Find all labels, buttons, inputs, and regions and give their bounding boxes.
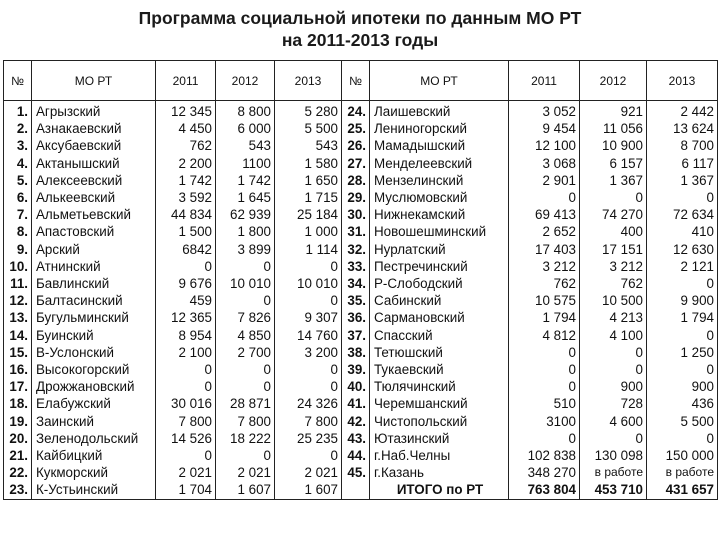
left-num-cell: 4. <box>16 155 28 171</box>
left-y2013-cell: 0 <box>330 258 338 274</box>
left-y2012-cell: 1 800 <box>237 224 271 240</box>
left-y2013-cell: 25 235 <box>297 430 338 446</box>
right-name-cell: Р-Слободский <box>374 276 463 292</box>
left-num-cell: 8. <box>16 224 28 240</box>
right-y2013-cell: 150 000 <box>665 448 714 464</box>
right-y2013-cell: 6 117 <box>681 155 714 171</box>
left-name-column <box>32 101 156 500</box>
left-num-cell: 13. <box>9 310 28 326</box>
header-2012-right: 2012 <box>580 61 647 101</box>
left-name-cell: К-Устьинский <box>36 482 119 498</box>
left-name-cell: Кукморский <box>36 465 108 481</box>
left-num-cell: 17. <box>9 379 28 395</box>
right-y2012-cell: 6 157 <box>609 155 643 171</box>
left-name-cell: Атнинский <box>36 258 101 274</box>
right-y2011-cell: 9 454 <box>542 121 576 137</box>
header-2011-right: 2011 <box>509 61 580 101</box>
left-num-cell: 19. <box>9 413 28 429</box>
left-name-cell: Дрожжановский <box>36 379 135 395</box>
left-y2011-cell: 0 <box>204 379 212 395</box>
left-y2013-cell: 25 184 <box>297 207 338 223</box>
right-y2011-cell: 1 794 <box>542 310 576 326</box>
right-y2012-cell: 1 367 <box>609 172 643 188</box>
right-name-cell: Тукаевский <box>374 362 444 378</box>
left-name-cell: Апастовский <box>36 224 115 240</box>
left-y2013-cell: 9 307 <box>304 310 338 326</box>
left-y2011-cell: 7 800 <box>178 413 212 429</box>
left-num-cell: 21. <box>9 448 28 464</box>
title-line-2: на 2011-2013 годы <box>281 30 439 50</box>
right-y2013-cell: в работе <box>665 465 714 480</box>
right-num-cell: 36. <box>347 310 366 326</box>
right-y2012-cell: 3 212 <box>609 258 643 274</box>
right-num-cell: 28. <box>347 172 366 188</box>
header-row <box>4 61 718 101</box>
body-row <box>4 101 718 500</box>
right-y2013-cell: 0 <box>706 327 714 343</box>
left-name-cell: Алексеевский <box>36 172 123 188</box>
left-name-cell: Актанышский <box>36 155 120 171</box>
right-num-cell: 29. <box>347 190 366 206</box>
left-num-cell: 2. <box>16 121 28 137</box>
left-y2013-cell: 1 000 <box>304 224 338 240</box>
left-name-cell: Агрызский <box>36 104 101 119</box>
left-y2011-cell: 2 021 <box>178 465 212 481</box>
left-y2012-cell: 0 <box>263 362 271 378</box>
left-y2011-cell: 12 345 <box>171 104 212 119</box>
left-name-cell: Аксубаевский <box>36 138 122 154</box>
left-num-cell: 10. <box>9 258 28 274</box>
left-y2011-cell: 44 834 <box>171 207 212 223</box>
left-y2011-cell: 12 365 <box>171 310 212 326</box>
right-y2011-cell: 3 212 <box>542 258 576 274</box>
right-num-cell: 25. <box>347 121 366 137</box>
header-num-right: № <box>342 61 370 101</box>
right-name-cell: Чистопольский <box>374 413 468 429</box>
right-y2012-cell: 921 <box>620 104 643 119</box>
header-2011-left: 2011 <box>156 61 216 101</box>
right-y2011-cell: 4 812 <box>542 327 576 343</box>
page-title <box>0 7 720 51</box>
left-name-cell: Арский <box>36 241 80 257</box>
right-y2012-cell: 900 <box>620 379 643 395</box>
left-y2011-cell: 762 <box>189 138 212 154</box>
left-y2012-cell: 4 850 <box>237 327 271 343</box>
left-name-cell: В-Услонский <box>36 344 115 360</box>
right-name-cell: Мамадышский <box>374 138 466 154</box>
right-y2013-cell: 410 <box>691 224 714 240</box>
left-y2013-cell: 0 <box>330 293 338 309</box>
right-y2013-cell: 0 <box>706 190 714 206</box>
left-y2012-cell: 3 899 <box>237 241 271 257</box>
right-y2012-cell: 0 <box>635 344 643 360</box>
left-name-cell: Кайбицкий <box>36 448 103 464</box>
left-y2012-cell: 1100 <box>242 155 271 171</box>
total-2012: 453 710 <box>594 482 643 498</box>
right-num-cell: 32. <box>347 241 366 257</box>
right-name-cell: Сармановский <box>374 310 465 326</box>
right-name-cell: Муслюмовский <box>374 190 468 206</box>
right-num-cell: 34. <box>347 276 366 292</box>
right-y2011-cell: 3 068 <box>542 155 576 171</box>
right-name-cell: Лаишевский <box>374 104 451 119</box>
left-num-cell: 16. <box>9 362 28 378</box>
right-y2013-cell: 9 900 <box>680 293 714 309</box>
left-y2013-cell: 5 280 <box>304 104 338 119</box>
left-y2011-cell: 14 526 <box>171 430 212 446</box>
left-y2011-cell: 4 450 <box>178 121 212 137</box>
left-num-cell: 9. <box>16 241 28 257</box>
right-name-cell: г.Казань <box>374 465 425 481</box>
left-y2012-cell: 543 <box>248 138 271 154</box>
left-y2013-cell: 2 021 <box>304 465 338 481</box>
right-num-cell: 45. <box>347 465 366 481</box>
right-y2011-cell: 2 901 <box>542 172 576 188</box>
right-y2013-cell: 0 <box>706 276 714 292</box>
header-mo-right: МО РТ <box>370 61 509 101</box>
right-y2013-cell: 1 794 <box>680 310 714 326</box>
right-num-cell: 44. <box>347 448 366 464</box>
right-2011-column <box>509 101 580 500</box>
left-y2011-cell: 2 200 <box>178 155 212 171</box>
right-name-cell: Лениногорский <box>374 121 467 137</box>
right-num-cell: 27. <box>347 155 366 171</box>
right-y2013-cell: 436 <box>691 396 714 412</box>
left-y2013-cell: 1 580 <box>304 155 338 171</box>
left-num-cell: 6. <box>16 190 28 206</box>
left-y2011-cell: 8 954 <box>178 327 212 343</box>
left-name-cell: Азнакаевский <box>36 121 122 137</box>
left-y2013-cell: 0 <box>330 362 338 378</box>
left-num-cell: 12. <box>9 293 28 309</box>
right-y2011-cell: 10 575 <box>535 293 576 309</box>
left-y2012-cell: 2 021 <box>237 465 271 481</box>
left-y2012-cell: 7 826 <box>237 310 271 326</box>
right-num-cell: 38. <box>347 344 366 360</box>
left-name-cell: Буинский <box>36 327 94 343</box>
left-num-cell: 1. <box>16 104 28 119</box>
right-name-column <box>370 101 509 500</box>
right-y2012-cell: 11 056 <box>603 121 643 137</box>
left-y2013-cell: 1 715 <box>304 190 338 206</box>
left-num-cell: 20. <box>9 430 28 446</box>
left-num-cell: 3. <box>16 138 28 154</box>
right-name-cell: Тюлячинский <box>374 379 456 395</box>
right-y2012-cell: 74 270 <box>602 207 643 223</box>
right-name-cell: Ютазинский <box>374 430 450 446</box>
left-y2013-cell: 5 500 <box>304 121 338 137</box>
right-num-cell: 40. <box>347 379 366 395</box>
left-name-cell: Зеленодольский <box>36 430 139 446</box>
right-num-cell: 24. <box>347 104 366 119</box>
left-num-cell: 15. <box>9 344 28 360</box>
left-num-cell: 22. <box>9 465 28 481</box>
right-name-cell: Мензелинский <box>374 172 464 188</box>
right-y2011-cell: 102 838 <box>527 448 576 464</box>
header-2013-right: 2013 <box>647 61 718 101</box>
right-y2013-cell: 2 121 <box>680 258 714 274</box>
right-y2012-cell: 4 600 <box>609 413 643 429</box>
right-y2012-cell: 130 098 <box>594 448 643 464</box>
right-y2011-cell: 0 <box>568 430 576 446</box>
right-y2012-cell: 10 900 <box>602 138 643 154</box>
right-y2013-cell: 5 500 <box>680 413 714 429</box>
right-y2011-cell: 0 <box>568 362 576 378</box>
left-y2013-cell: 14 760 <box>297 327 338 343</box>
right-2013-column <box>647 101 718 500</box>
right-name-cell: Черемшанский <box>374 396 468 412</box>
left-name-cell: Высокогорский <box>36 362 130 378</box>
left-2011-column <box>156 101 216 500</box>
right-y2012-cell: 728 <box>620 396 643 412</box>
left-num-cell: 11. <box>10 276 28 292</box>
right-y2013-cell: 13 624 <box>673 121 714 137</box>
right-y2011-cell: 17 403 <box>535 241 576 257</box>
left-num-cell: 14. <box>9 327 28 343</box>
right-y2013-cell: 72 634 <box>673 207 714 223</box>
left-name-cell: Елабужский <box>36 396 111 412</box>
left-y2011-cell: 6842 <box>182 241 212 257</box>
total-2013: 431 657 <box>665 482 714 498</box>
right-y2013-cell: 1 250 <box>680 344 714 360</box>
left-y2011-cell: 1 742 <box>178 172 212 188</box>
left-y2013-cell: 543 <box>315 138 338 154</box>
right-num-cell: 35. <box>347 293 366 309</box>
left-num-cell: 7. <box>16 207 28 223</box>
right-num-cell: 37. <box>347 327 366 343</box>
right-y2013-cell: 2 442 <box>680 104 714 119</box>
right-y2012-cell: в работе <box>594 465 643 480</box>
right-y2011-cell: 762 <box>553 276 576 292</box>
right-y2011-cell: 12 100 <box>535 138 576 154</box>
header-2013-left: 2013 <box>275 61 342 101</box>
left-name-cell: Заинский <box>36 413 94 429</box>
right-y2011-cell: 3 052 <box>542 104 576 119</box>
title-line-1: Программа социальной ипотеки по данным МО РТ <box>138 8 582 28</box>
left-num-column <box>4 101 32 500</box>
right-num-cell: 42. <box>347 413 366 429</box>
right-name-cell: Пестречинский <box>374 258 468 274</box>
total-num-empty <box>344 481 367 498</box>
right-y2011-cell: 2 652 <box>542 224 576 240</box>
header-mo-left: МО РТ <box>32 61 156 101</box>
total-label: ИТОГО по РТ <box>396 482 484 498</box>
right-name-cell: г.Наб.Челны <box>374 448 451 464</box>
left-y2013-cell: 1 607 <box>304 482 338 498</box>
mortgage-table <box>3 60 718 500</box>
left-y2011-cell: 3 592 <box>178 190 212 206</box>
right-y2013-cell: 8 700 <box>680 138 714 154</box>
left-y2012-cell: 2 700 <box>237 344 271 360</box>
left-y2012-cell: 0 <box>263 379 271 395</box>
left-y2013-cell: 10 010 <box>297 276 338 292</box>
left-y2013-cell: 24 326 <box>297 396 338 412</box>
left-y2012-cell: 0 <box>263 448 271 464</box>
right-y2013-cell: 900 <box>691 379 714 395</box>
right-y2012-cell: 762 <box>620 276 643 292</box>
left-num-cell: 18. <box>9 396 28 412</box>
left-y2011-cell: 1 500 <box>178 224 212 240</box>
left-y2012-cell: 8 800 <box>237 104 271 119</box>
left-y2011-cell: 1 704 <box>178 482 212 498</box>
left-y2012-cell: 0 <box>263 293 271 309</box>
left-y2012-cell: 1 742 <box>237 172 271 188</box>
left-name-cell: Балтасинский <box>36 293 123 309</box>
right-name-cell: Тетюшский <box>374 344 443 360</box>
right-y2011-cell: 0 <box>568 190 576 206</box>
left-name-cell: Бугульминский <box>36 310 129 326</box>
right-y2012-cell: 400 <box>620 224 643 240</box>
right-num-cell: 39. <box>347 362 366 378</box>
right-y2011-cell: 0 <box>568 344 576 360</box>
right-y2012-cell: 0 <box>635 190 643 206</box>
right-num-cell: 31. <box>347 224 366 240</box>
header-num-left: № <box>4 61 32 101</box>
right-name-cell: Нурлатский <box>374 241 446 257</box>
left-y2013-cell: 0 <box>330 379 338 395</box>
right-num-cell: 30. <box>347 207 366 223</box>
right-y2013-cell: 0 <box>706 430 714 446</box>
total-2011: 763 804 <box>527 482 576 498</box>
right-y2012-cell: 4 213 <box>609 310 643 326</box>
right-num-cell: 26. <box>347 138 366 154</box>
left-num-cell: 5. <box>16 172 28 188</box>
right-y2011-cell: 510 <box>553 396 576 412</box>
right-y2012-cell: 17 151 <box>602 241 643 257</box>
right-y2011-cell: 348 270 <box>527 465 576 481</box>
right-y2012-cell: 0 <box>635 362 643 378</box>
right-num-column <box>342 101 370 500</box>
right-name-cell: Нижнекамский <box>374 207 466 223</box>
left-y2011-cell: 30 016 <box>171 396 212 412</box>
right-y2013-cell: 1 367 <box>680 172 714 188</box>
left-y2012-cell: 6 000 <box>237 121 271 137</box>
left-y2013-cell: 1 650 <box>304 172 338 188</box>
left-y2011-cell: 0 <box>204 448 212 464</box>
left-y2013-cell: 0 <box>330 448 338 464</box>
left-2012-column <box>216 101 275 500</box>
left-y2012-cell: 1 645 <box>237 190 271 206</box>
left-y2012-cell: 10 010 <box>230 276 271 292</box>
left-y2012-cell: 0 <box>263 258 271 274</box>
left-y2013-cell: 7 800 <box>304 413 338 429</box>
right-name-cell: Менделеевский <box>374 155 473 171</box>
right-y2013-cell: 12 630 <box>673 241 714 257</box>
left-2013-column <box>275 101 342 500</box>
left-name-cell: Алькеевский <box>36 190 116 206</box>
right-y2011-cell: 69 413 <box>535 207 576 223</box>
left-y2013-cell: 3 200 <box>304 344 338 360</box>
left-y2013-cell: 1 114 <box>305 241 338 257</box>
left-num-cell: 23. <box>9 482 28 498</box>
left-y2011-cell: 0 <box>204 258 212 274</box>
left-y2011-cell: 9 676 <box>178 276 212 292</box>
right-y2012-cell: 10 500 <box>602 293 643 309</box>
left-y2012-cell: 1 607 <box>237 482 271 498</box>
left-y2012-cell: 18 222 <box>230 430 271 446</box>
left-name-cell: Альметьевский <box>36 207 131 223</box>
right-y2011-cell: 3100 <box>546 413 576 429</box>
right-num-cell: 43. <box>347 430 366 446</box>
right-num-cell: 41. <box>347 396 366 412</box>
right-num-cell: 33. <box>347 258 366 274</box>
left-y2012-cell: 28 871 <box>230 396 271 412</box>
left-y2012-cell: 7 800 <box>237 413 271 429</box>
right-y2012-cell: 0 <box>635 430 643 446</box>
right-name-cell: Сабинский <box>374 293 442 309</box>
left-name-cell: Бавлинский <box>36 276 110 292</box>
left-y2011-cell: 459 <box>189 293 212 309</box>
right-2012-column <box>580 101 647 500</box>
left-y2012-cell: 62 939 <box>230 207 271 223</box>
right-y2013-cell: 0 <box>706 362 714 378</box>
left-y2011-cell: 2 100 <box>178 344 212 360</box>
right-y2011-cell: 0 <box>568 379 576 395</box>
header-2012-left: 2012 <box>216 61 275 101</box>
right-name-cell: Новошешминский <box>374 224 487 240</box>
right-y2012-cell: 4 100 <box>609 327 643 343</box>
left-y2011-cell: 0 <box>204 362 212 378</box>
right-name-cell: Спасский <box>374 327 433 343</box>
